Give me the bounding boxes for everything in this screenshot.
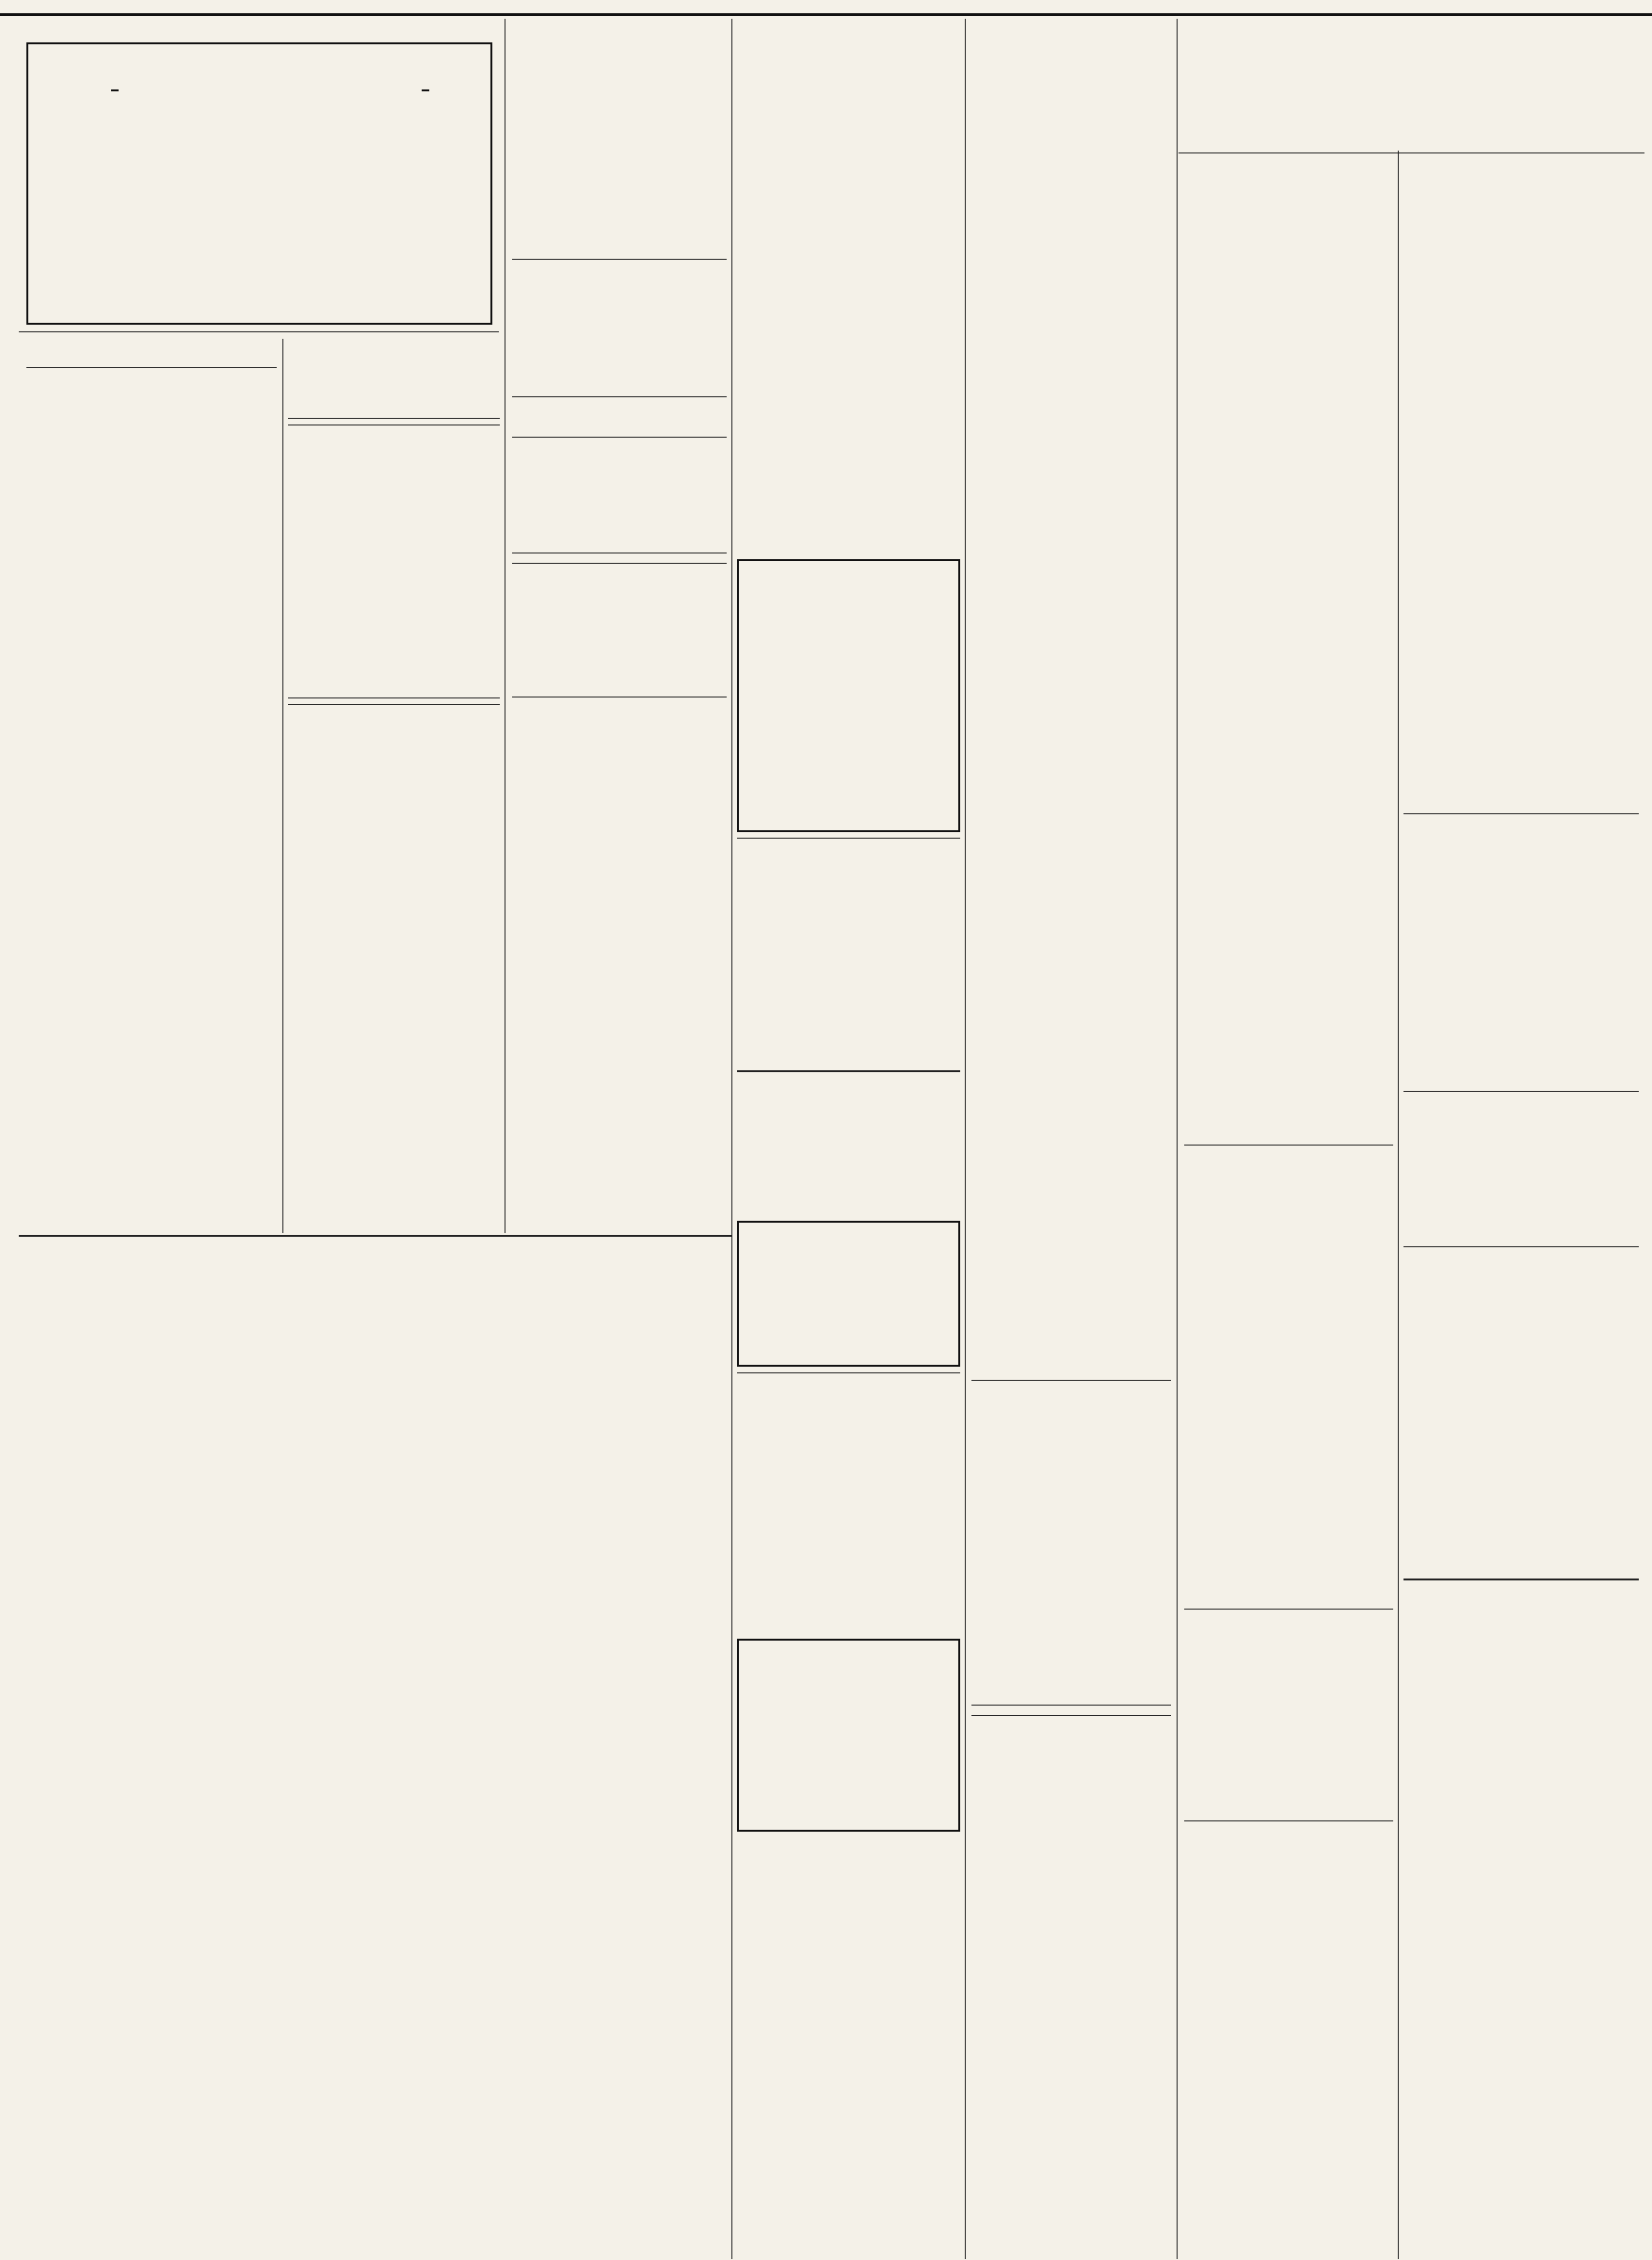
julio-body: [1403, 162, 1639, 811]
amelia-body: [512, 568, 727, 695]
demob-body: [1184, 164, 1393, 1143]
defeza-body: [737, 842, 960, 1068]
movimento-body: [288, 429, 500, 696]
salao-central-ad: [26, 42, 492, 325]
hoje-badge: [422, 89, 429, 91]
london-river-body: [1403, 1586, 1639, 1661]
column-divider: [965, 19, 966, 2259]
simao-body: [1184, 1147, 1393, 1194]
simao-title-r: [1403, 1091, 1639, 1092]
sport-body: [971, 46, 1171, 1378]
ultimas-header: [1184, 42, 1636, 151]
simao-body-r: [1403, 1094, 1639, 1244]
divider: [26, 367, 277, 368]
conservatorio-title: [737, 1372, 960, 1373]
limpeza-title: [512, 259, 727, 264]
hoje-badge: [111, 89, 119, 91]
divider: [19, 1235, 731, 1237]
col5: [971, 42, 1171, 2254]
cinema-condes-body: [737, 1074, 960, 1215]
austro-body: [1184, 1823, 1393, 1936]
banks-lisboa: [26, 1248, 346, 1250]
fernao-title: [1184, 1609, 1393, 1610]
epitacio-body: [1403, 816, 1639, 1089]
col4: [737, 42, 960, 2254]
poeira-title: [1403, 1246, 1639, 1247]
visita-body: [971, 1718, 1171, 1765]
cinema-condes-title: [737, 1070, 960, 1072]
london-river-ad: [1403, 1579, 1639, 1661]
preservatrice-ad: [512, 553, 727, 564]
column-divider: [1177, 19, 1178, 2259]
reclames-body: [737, 371, 960, 459]
sao-luiz-body1: [512, 44, 727, 121]
sao-luiz-body3: [512, 191, 727, 257]
theatro-apolo-ad: [737, 1639, 960, 1832]
divider: [1179, 152, 1644, 153]
divider: [19, 331, 499, 332]
companhia-ad: [26, 1241, 723, 2252]
festas-body: [288, 709, 500, 1123]
poeira-body: [1403, 1249, 1639, 1579]
theatros-body1: [737, 44, 960, 369]
column-divider: [731, 19, 732, 2259]
conferencias-body: [26, 350, 277, 1178]
loteria-title: [971, 1705, 1171, 1706]
sorte-grande-ad: [737, 1221, 960, 1367]
hipico-body: [971, 1383, 1171, 1703]
column-divider: [282, 339, 283, 1233]
movimento-title: [288, 418, 500, 425]
limpeza-body: [512, 267, 727, 394]
simao-title: [1184, 1145, 1393, 1146]
column-divider: [1398, 151, 1399, 2259]
recita-theodoro-body: [737, 461, 960, 550]
loteria-top-prizes: [971, 1707, 1171, 1711]
page-header: [0, 0, 1652, 13]
left-col2: [288, 341, 500, 1226]
atropelado-body: [512, 440, 727, 553]
batata-body: [512, 399, 727, 437]
sao-luiz-body2: [512, 123, 727, 189]
col3: [512, 42, 727, 1230]
conferencias-article: [26, 341, 277, 1216]
conflicto-title: [512, 697, 727, 700]
epitacio-title: [1403, 813, 1639, 814]
col7: [1403, 158, 1639, 2252]
conservatorio-body: [737, 1377, 960, 1631]
defeza-title: [737, 838, 960, 839]
visita-title: [971, 1715, 1171, 1716]
penha-cont-body: [288, 341, 500, 416]
banks-section: [26, 1248, 723, 1803]
hipico-title: [971, 1380, 1171, 1381]
conflicto-body: [512, 704, 727, 823]
col6: [1184, 158, 1393, 2252]
banks-porto: [384, 1248, 723, 1250]
salao-title-row: [122, 82, 461, 116]
austro-title: [1184, 1820, 1393, 1821]
header-rule: [0, 13, 1652, 16]
festas-title: [288, 697, 500, 705]
batata-ad: [512, 396, 727, 438]
fernao-body: [1184, 1611, 1393, 1819]
vida-nova-ad: [737, 559, 960, 832]
salao-bottom-row: [85, 278, 442, 312]
